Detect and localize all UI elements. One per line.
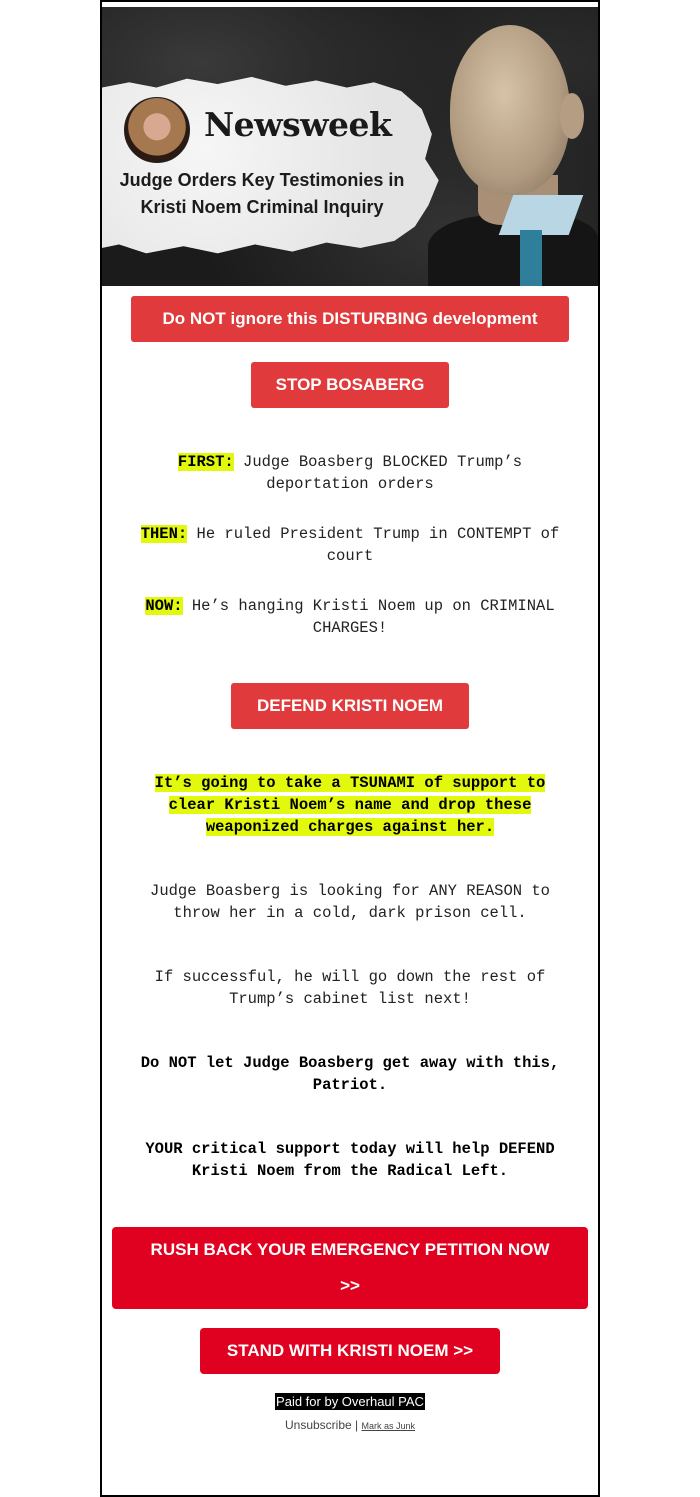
- tsunami-text: It’s going to take a TSUNAMI of support to clear Kristi Noem’s name and drop these weaponized charges against her.: [154, 774, 546, 836]
- your-support-paragraph: YOUR critical support today will help DEFEND Kristi Noem from the Radical Left.: [145, 1140, 555, 1180]
- defend-kristi-noem-button[interactable]: DEFEND KRISTI NOEM: [231, 683, 469, 729]
- headline-line-1: Judge Orders Key Testimonies in: [119, 170, 405, 190]
- now-paragraph: [135, 595, 565, 639]
- first-text: Judge Boasberg BLOCKED Trump’s deportation orders: [233, 453, 523, 493]
- footer-links: [102, 1418, 598, 1432]
- first-label: FIRST:: [177, 453, 234, 471]
- judge-collar: [499, 195, 584, 235]
- defend-button-wrap: [102, 683, 598, 729]
- disturbing-development-button[interactable]: Do NOT ignore this DISTURBING development: [131, 296, 569, 342]
- then-paragraph: [135, 523, 565, 567]
- headline-line-2: Kristi Noem Criminal Inquiry: [140, 197, 384, 217]
- mark-as-junk-link[interactable]: Mark as Junk: [361, 1421, 416, 1431]
- paid-for-disclaimer: Paid for by Overhaul PAC: [276, 1394, 424, 1409]
- do-not-paragraph: Do NOT let Judge Boasberg get away with this, Patriot.: [140, 1054, 560, 1094]
- rush-petition-button[interactable]: [112, 1227, 588, 1309]
- judge-tie: [520, 230, 542, 286]
- judge-looking-paragraph: Judge Boasberg is looking for ANY REASON to throw her in a cold, dark prison cell.: [150, 882, 550, 922]
- rush-petition-label: RUSH BACK YOUR EMERGENCY PETITION NOW: [150, 1240, 550, 1259]
- kristi-noem-avatar: [124, 97, 190, 163]
- unsubscribe-link[interactable]: Unsubscribe: [284, 1418, 352, 1432]
- then-label: THEN:: [140, 525, 188, 543]
- judge-ear: [560, 93, 584, 139]
- successful-paragraph: If successful, he will go down the rest of Trump’s cabinet list next!: [154, 968, 546, 1008]
- tsunami-paragraph: [135, 772, 565, 838]
- newsweek-logo: Newsweek: [204, 105, 392, 144]
- hero-banner-image[interactable]: [102, 7, 598, 286]
- email-body: [102, 286, 598, 1432]
- banner-headline: [102, 167, 422, 221]
- now-label: NOW:: [145, 597, 183, 615]
- judge-head: [450, 25, 570, 195]
- first-paragraph: [135, 451, 565, 495]
- then-text: He ruled President Trump in CONTEMPT of court: [187, 525, 560, 565]
- stand-with-kristi-noem-button[interactable]: STAND WITH KRISTI NOEM >>: [200, 1328, 500, 1374]
- judge-portrait: [428, 25, 598, 286]
- stop-boasberg-button[interactable]: STOP BOSABERG: [251, 362, 449, 408]
- now-text: He’s hanging Kristi Noem up on CRIMINAL CHARGES!: [182, 597, 555, 637]
- footer-separator: |: [351, 1418, 362, 1432]
- rush-petition-arrows: >>: [340, 1276, 360, 1295]
- email-container: [100, 0, 600, 1497]
